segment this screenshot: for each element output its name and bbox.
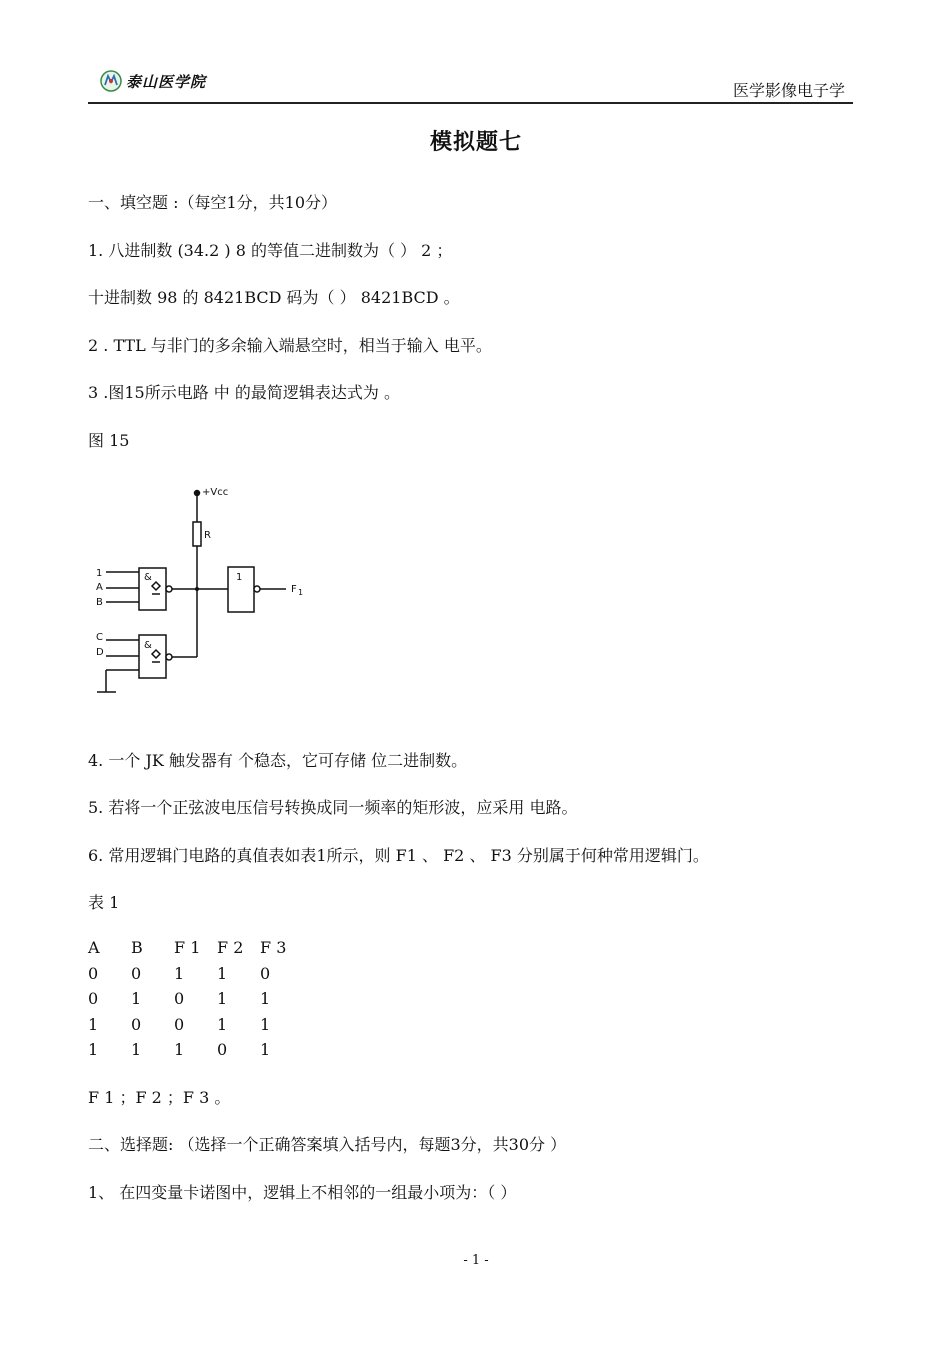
question-6: 6. 常用逻辑门电路的真值表如表1所示，则 F1 、 F2 、 F3 分别属于何种常用逻辑门。 [88, 846, 709, 865]
logo [100, 70, 206, 92]
truth-table [88, 935, 303, 1063]
table-cell: 1 [217, 963, 228, 983]
table-cell: 0 [131, 963, 142, 983]
table-row [88, 1012, 303, 1038]
output-label: F [291, 584, 297, 595]
table-cell: 1 [217, 989, 228, 1008]
table-cell: 1 [131, 1040, 142, 1059]
gate1-input-a: A [96, 582, 103, 593]
question-2: 2 . TTL 与非门的多余输入端悬空时，相当于输入 电平。 [88, 336, 492, 355]
table-cell: 0 [260, 963, 271, 983]
question-6-answers: F 1 ；F 2 ；F 3 。 [88, 1088, 231, 1107]
table-cell: 0 [88, 989, 99, 1008]
table-cell: 1 [174, 1040, 185, 1059]
page-title: 模拟题七 [429, 129, 522, 155]
table-cell: 1 [88, 1040, 99, 1059]
question-1b: 十进制数 98 的 8421BCD 码为（ ） 8421BCD 。 [88, 288, 460, 307]
table-header-row [88, 935, 303, 961]
gate1-symbol: & [144, 572, 152, 583]
table-header: F 3 [260, 938, 287, 957]
table-header: B [131, 938, 143, 957]
page-number: - 1 - [463, 1253, 489, 1268]
table-cell: 1 [260, 1040, 271, 1059]
table-row [88, 961, 303, 987]
gate2-input-d: D [96, 647, 104, 658]
section-2-heading: 二、选择题: （选择一个正确答案填入括号内，每题3分，共30分 ） [88, 1135, 567, 1154]
table-header: A [88, 938, 100, 957]
question-5: 5. 若将一个正弦波电压信号转换成同一频率的矩形波，应采用 电路。 [88, 798, 578, 817]
section-1-heading: 一、填空题 :（每空1分，共10分） [88, 193, 338, 212]
table-cell: 0 [88, 963, 99, 983]
table-cell: 0 [174, 989, 185, 1008]
inverter-symbol: 1 [236, 572, 243, 583]
table-cell: 0 [217, 1040, 228, 1059]
table-cell: 1 [131, 989, 142, 1008]
circuit-diagram [88, 478, 328, 703]
figure-caption: 图 15 [88, 431, 130, 450]
resistor-label: R [204, 530, 211, 541]
gate1-input-1: 1 [96, 568, 103, 579]
output-subscript: 1 [298, 588, 304, 597]
gate1-input-b: B [96, 597, 103, 608]
gate2-symbol: & [144, 640, 152, 651]
page-header [88, 66, 853, 104]
table-row [88, 1037, 303, 1063]
school-emblem-icon [100, 70, 122, 92]
table-caption: 表 1 [88, 893, 120, 912]
gate2-input-c: C [96, 632, 103, 643]
table-row [88, 986, 303, 1012]
vcc-label: +Vcc [202, 487, 229, 498]
table-cell: 1 [174, 963, 185, 983]
table-cell: 1 [217, 1014, 228, 1034]
table-header: F 1 [174, 938, 201, 957]
question-3: 3 .图15所示电路 中 的最简逻辑表达式为 。 [88, 383, 400, 402]
table-header: F 2 [217, 938, 244, 957]
logo-text: 泰山医学院 [126, 72, 207, 91]
table-cell: 0 [174, 1014, 185, 1034]
table-cell: 1 [260, 989, 271, 1008]
course-name: 医学影像电子学 [732, 81, 845, 100]
table-cell: 1 [88, 1014, 99, 1034]
question-4: 4. 一个 JK 触发器有 个稳态，它可存储 位二进制数。 [88, 751, 468, 770]
table-cell: 0 [131, 1014, 142, 1034]
table-cell: 1 [260, 1014, 271, 1034]
mc-question-1: 1、 在四变量卡诺图中，逻辑上不相邻的一组最小项为：（ ） [88, 1183, 517, 1202]
question-1a: 1. 八进制数 (34.2 ) 8 的等值二进制数为（ ） 2 ； [88, 241, 453, 260]
